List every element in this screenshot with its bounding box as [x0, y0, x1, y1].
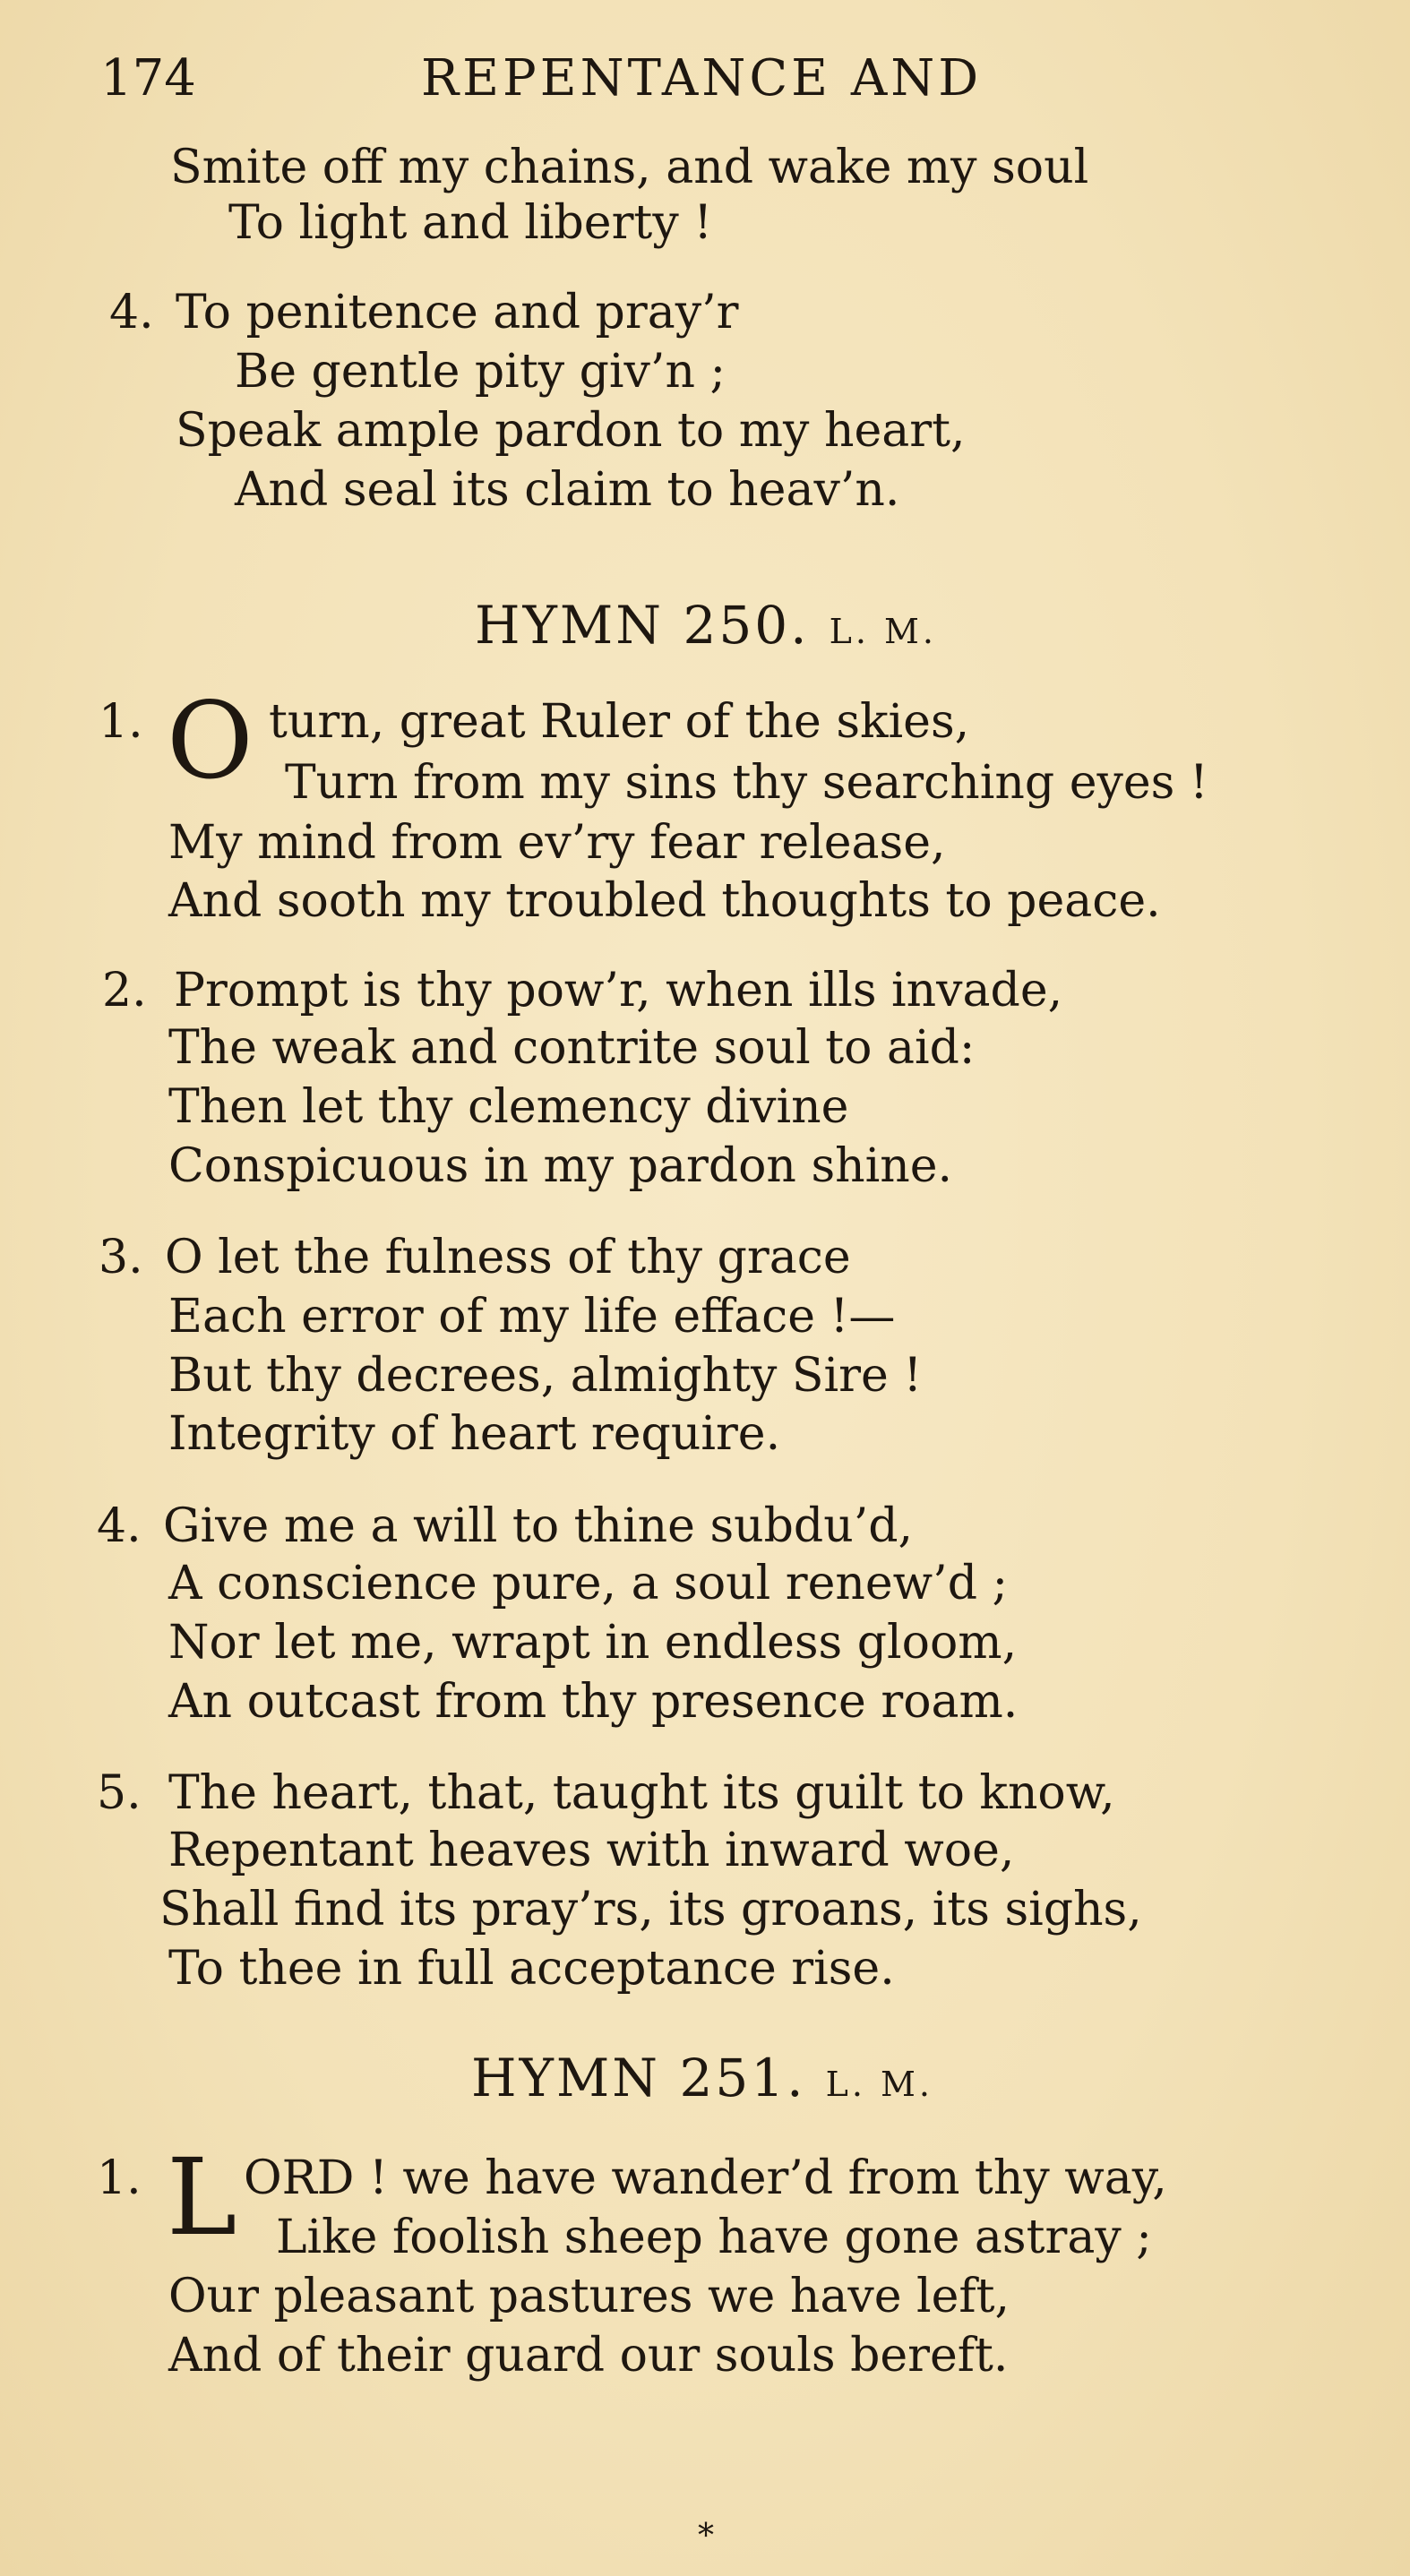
verse-line: And sooth my troubled thoughts to peace.: [168, 874, 1161, 928]
verse-line: A conscience pure, a soul renew’d ;: [168, 1557, 1009, 1610]
verse-line: But thy decrees, almighty Sire !: [168, 1349, 923, 1403]
stanza-number: 1.: [99, 695, 143, 749]
verse-line: And of their guard our souls bereft.: [168, 2329, 1009, 2383]
hymn-title: HYMN 250.: [475, 595, 810, 656]
stanza-number: 5.: [97, 1766, 142, 1820]
verse-line: Our pleasant pastures we have left,: [168, 2270, 1010, 2323]
verse-line: The weak and contrite soul to aid:: [168, 1021, 976, 1075]
verse-line: Give me a will to thine subdu’d,: [163, 1499, 914, 1553]
verse-line: Then let thy clemency divine: [168, 1080, 849, 1134]
verse-line: An outcast from thy presence roam.: [168, 1675, 1019, 1729]
verse-line: Be gentle pity giv’n ;: [235, 345, 726, 399]
signature-mark: *: [698, 2518, 714, 2555]
verse-line: turn, great Ruler of the skies,: [269, 695, 970, 749]
verse-line: And seal its claim to heav’n.: [235, 463, 900, 517]
verse-line: Turn from my sins thy searching eyes !: [285, 756, 1208, 810]
verse-line: Conspicuous in my pardon shine.: [168, 1139, 953, 1193]
verse-line: The heart, that, taught its guilt to know,: [168, 1766, 1115, 1820]
verse-line: Shall find its pray’rs, its groans, its sighs,: [159, 1883, 1142, 1936]
verse-line: To penitence and pray’r: [176, 286, 739, 339]
drop-cap: O: [167, 679, 254, 803]
stanza-number: 1.: [97, 2151, 142, 2205]
verse-line: Integrity of heart require.: [168, 1407, 781, 1461]
hymn-250-heading: [475, 594, 937, 663]
hymn-meter: L. M.: [829, 612, 937, 651]
verse-line: Like foolish sheep have gone astray ;: [276, 2211, 1152, 2264]
verse-line: ORD ! we have wander’d from thy way,: [244, 2151, 1167, 2205]
verse-line: To thee in full acceptance rise.: [168, 1942, 895, 1996]
verse-line: To light and liberty !: [228, 196, 713, 250]
stanza-number: 4.: [109, 286, 154, 339]
page-number: 174: [100, 49, 196, 107]
stanza-number: 2.: [102, 964, 147, 1018]
stanza-number: 3.: [99, 1231, 143, 1284]
drop-cap: L: [167, 2135, 237, 2259]
verse-line: O let the fulness of thy grace: [165, 1231, 851, 1284]
hymn-251-heading: [471, 2047, 933, 2116]
hymn-title: HYMN 251.: [471, 2048, 806, 2108]
verse-line: Each error of my life efface !—: [168, 1290, 896, 1344]
running-head: REPENTANCE AND: [421, 49, 983, 107]
verse-line: Speak ample pardon to my heart,: [176, 404, 966, 458]
verse-line: Nor let me, wrapt in endless gloom,: [168, 1616, 1018, 1670]
verse-line: Smite off my chains, and wake my soul: [170, 141, 1089, 194]
stanza-number: 4.: [97, 1499, 142, 1553]
verse-line: My mind from ev’ry fear release,: [168, 816, 946, 870]
hymn-meter: L. M.: [825, 2065, 933, 2104]
verse-line: Repentant heaves with inward woe,: [168, 1824, 1015, 1877]
verse-line: Prompt is thy pow’r, when ills invade,: [174, 964, 1063, 1018]
